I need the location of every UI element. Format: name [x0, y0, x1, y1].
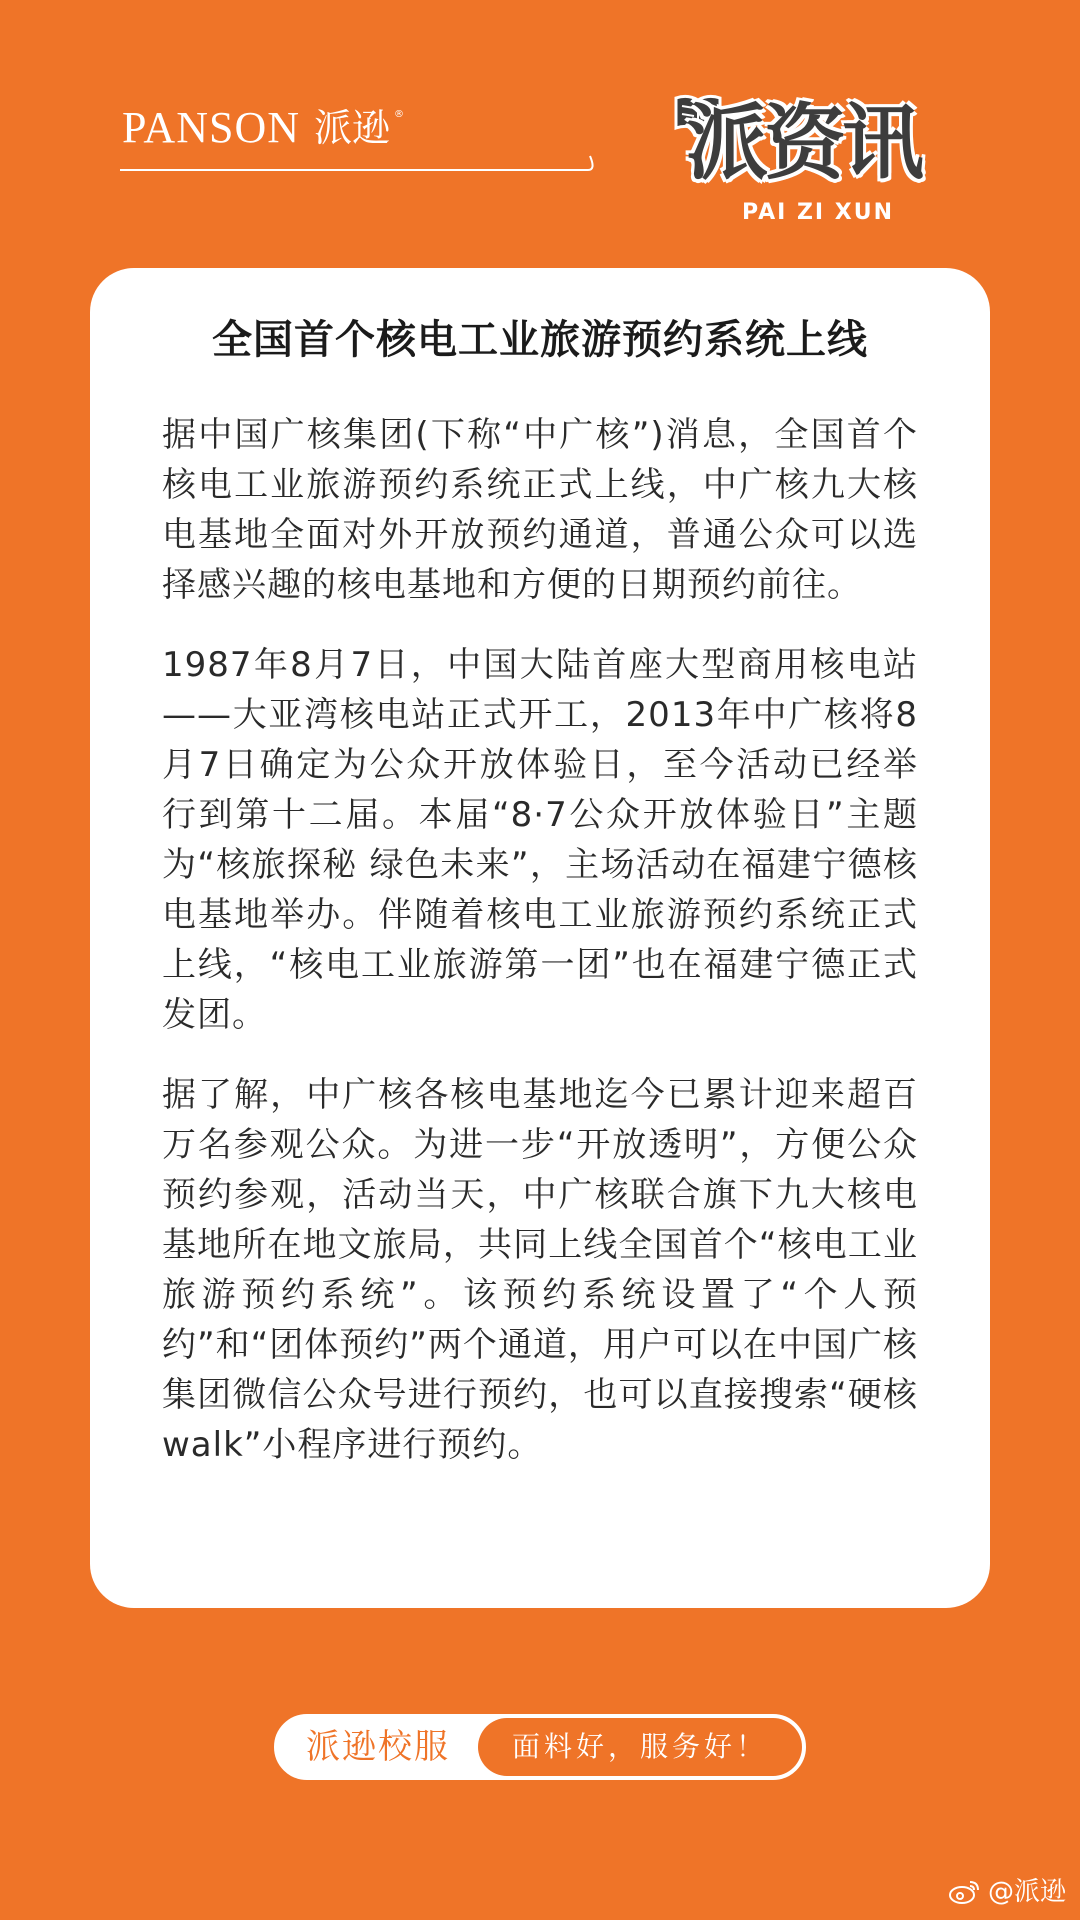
weibo-watermark	[948, 1876, 1066, 1908]
brand-underline	[120, 150, 600, 174]
brand-name-en: PANSON	[122, 103, 301, 152]
column-logo	[668, 88, 968, 228]
header	[0, 0, 1080, 260]
footer-banner	[274, 1714, 806, 1780]
article-body	[162, 410, 918, 1500]
column-name-cn: 派资讯	[686, 96, 921, 191]
registered-mark: ®	[394, 109, 405, 120]
footer-slogan: 面料好，服务好！	[478, 1718, 802, 1776]
article-paragraph: 1987年8月7日，中国大陆首座大型商用核电站——大亚湾核电站正式开工，2013年中广核将8月7日确定为公众开放体验日，至今活动已经举行到第十二届。本届“8·7公众开放体验日”主题为“核旅探秘 绿色未来”，主场活动在福建宁德核电基地举办。伴随着核电工业旅游预约系统正式上线，“核电工业旅游第一团”也在福建宁德正式发团。	[162, 645, 918, 1035]
article-title: 全国首个核电工业旅游预约系统上线	[212, 317, 868, 363]
article-paragraph: 据了解，中广核各核电基地迄今已累计迎来超百万名参观公众。为进一步“开放透明”，方便公众预约参观，活动当天，中广核联合旗下九大核电基地所在地文旅局，共同上线全国首个“核电工业旅游预约系统”。该预约系统设置了“个人预约”和“团体预约”两个通道，用户可以在中国广核集团微信公众号进行预约，也可以直接搜索“硬核walk”小程序进行预约。	[162, 1075, 918, 1465]
brand-name-cn: 派逊	[314, 106, 391, 150]
weibo-icon	[948, 1878, 982, 1906]
brand-logo	[122, 104, 404, 152]
article-card	[90, 268, 990, 1608]
article-paragraph: 据中国广核集团(下称“中广核”)消息，全国首个核电工业旅游预约系统正式上线，中广核九大核电基地全面对外开放预约通道，普通公众可以选择感兴趣的核电基地和方便的日期预约前往。	[162, 415, 918, 605]
footer-brand: 派逊校服	[306, 1727, 450, 1767]
watermark-text: @派逊	[988, 1877, 1067, 1907]
column-name-en: PAI ZI XUN	[742, 200, 895, 225]
